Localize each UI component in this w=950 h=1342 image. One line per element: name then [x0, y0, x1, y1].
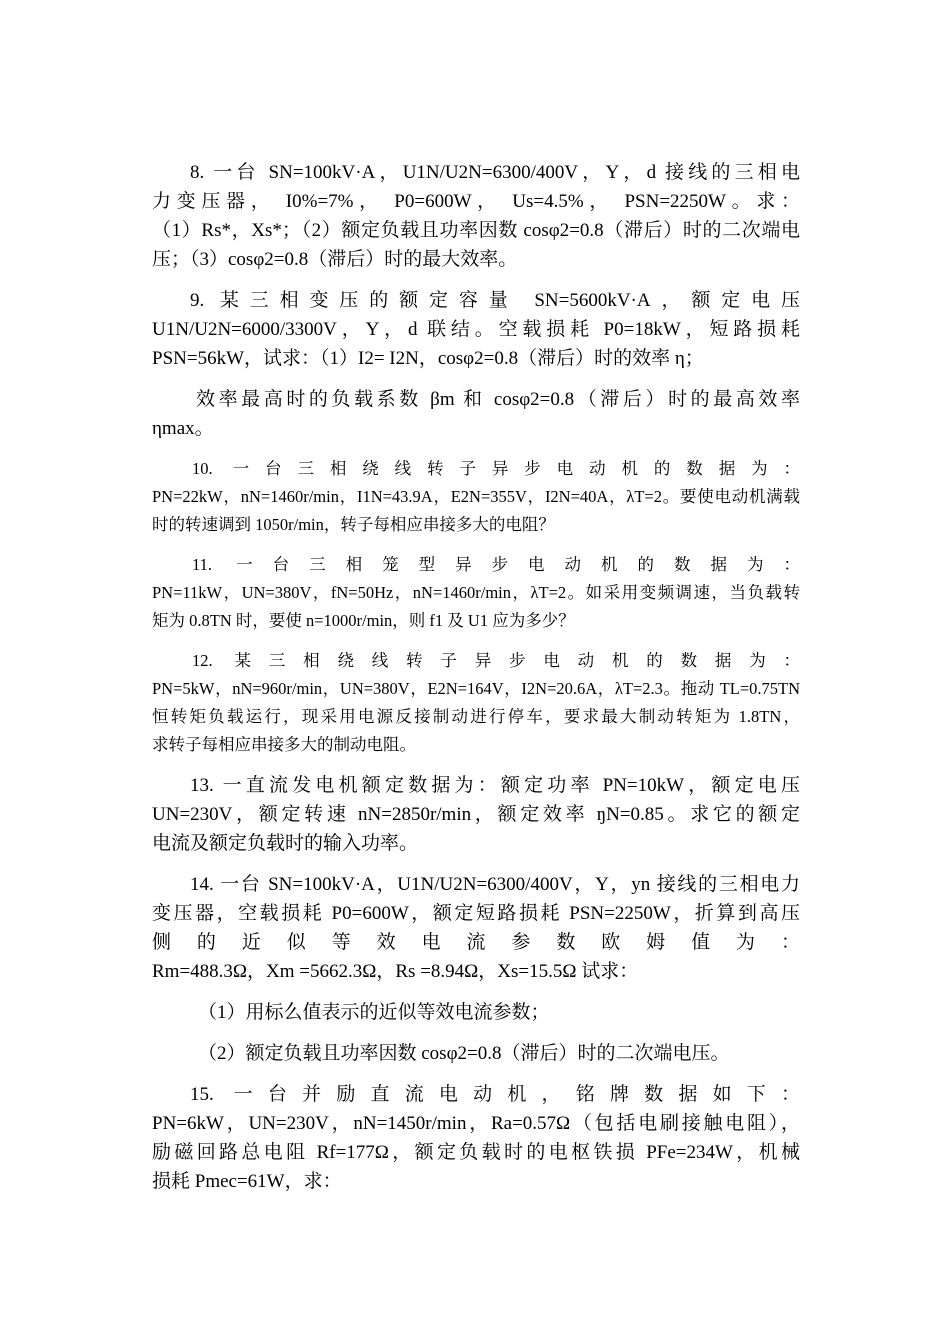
problem-line: 损耗 Pmec=61W，求：	[152, 1171, 342, 1192]
problem-11	[152, 551, 800, 635]
problem-line: 15. 一台并励直流电动机，铭牌数据如下：	[190, 1084, 800, 1105]
problem-line: （1）Rs*，Xs*；（2）额定负载且功率因数 cosφ2=0.8（滞后）时的二次端电	[152, 220, 800, 241]
problem-line: 矩为 0.8TN 时，要使 n=1000r/min，则 f1 及 U1 应为多少？	[152, 611, 575, 630]
problem-list	[152, 158, 800, 1196]
problem-line: PSN=56kW，试求：（1）I2= I2N，cosφ2=0.8（滞后）时的效率 η；	[152, 348, 704, 369]
problem-9-continued	[152, 385, 800, 443]
problem-line: PN=6kW，UN=230V，nN=1450r/min，Ra=0.57Ω（包括电刷接触电阻），	[152, 1113, 800, 1134]
problem-line: 8. 一台 SN=100kV·A，U1N/U2N=6300/400V，Y，d 接线的三相电	[190, 162, 800, 183]
problem-line: 效率最高时的负载系数 βm 和 cosφ2=0.8（滞后）时的最高效率	[196, 389, 800, 410]
problem-8	[152, 158, 800, 274]
problem-line: 13. 一直流发电机额定数据为：额定功率 PN=10kW，额定电压	[190, 775, 800, 796]
problem-15	[152, 1080, 800, 1196]
problem-line: （2）额定负载且功率因数 cosφ2=0.8（滞后）时的二次端电压。	[198, 1043, 730, 1064]
problem-line: 励磁回路总电阻 Rf=177Ω，额定负载时的电枢铁损 PFe=234W，机械	[152, 1142, 800, 1163]
problem-10	[152, 455, 800, 539]
problem-line: UN=230V，额定转速 nN=2850r/min，额定效率 ŋN=0.85。求它的额定	[152, 804, 800, 825]
problem-14-part-2	[152, 1039, 800, 1068]
problem-line: （1）用标么值表示的近似等效电流参数；	[198, 1002, 550, 1023]
problem-line: 求转子每相应串接多大的制动电阻。	[152, 735, 416, 754]
problem-line: 14. 一台 SN=100kV·A，U1N/U2N=6300/400V，Y，yn 接线的三相电力	[190, 874, 800, 895]
problem-line: PN=11kW，UN=380V，fN=50Hz，nN=1460r/min，λT=2。如采用变频调速，当负载转	[152, 583, 800, 602]
problem-line: PN=22kW，nN=1460r/min，I1N=43.9A，E2N=355V，I2N=40A，λT=2。要使电动机满载	[152, 487, 800, 506]
problem-9	[152, 286, 800, 373]
problem-14-part-1	[152, 998, 800, 1027]
problem-line: 恒转矩负载运行，现采用电源反接制动进行停车，要求最大制动转矩为 1.8TN，	[152, 707, 800, 726]
problem-line: 侧的近似等效电流参数欧姆值为：	[152, 932, 800, 953]
problem-line: 11. 一台三相笼型异步电动机的数据为：	[192, 555, 800, 574]
problem-line: 变压器，空载损耗 P0=600W，额定短路损耗 PSN=2250W，折算到高压	[152, 903, 800, 924]
problem-14	[152, 870, 800, 986]
problem-line: 12. 某三相绕线转子异步电动机的数据为：	[192, 651, 800, 670]
problem-line: 10. 一台三相绕线转子异步电动机的数据为：	[192, 459, 800, 478]
problem-line: 力变压器， I0%=7%， P0=600W， Us=4.5%， PSN=2250W。求：	[152, 191, 800, 212]
problem-line: ηmax。	[152, 418, 214, 439]
problem-line: 9. 某三相变压的额定容量 SN=5600kV·A，额定电压	[190, 290, 800, 311]
problem-13	[152, 771, 800, 858]
problem-12	[152, 647, 800, 759]
problem-line: Rm=488.3Ω，Xm =5662.3Ω，Rs =8.94Ω，Xs=15.5Ω 试求：	[152, 961, 639, 982]
problem-line: 电流及额定负载时的输入功率。	[152, 833, 419, 854]
problem-line: PN=5kW，nN=960r/min，UN=380V，E2N=164V，I2N=20.6A，λT=2.3。拖动 TL=0.75TN	[152, 679, 800, 698]
problem-line: 压；（3）cosφ2=0.8（滞后）时的最大效率。	[152, 249, 518, 270]
problem-line: 时的转速调到 1050r/min，转子每相应串接多大的电阻？	[152, 515, 555, 534]
problem-line: U1N/U2N=6000/3300V，Y，d 联结。空载损耗 P0=18kW，短路损耗	[152, 319, 800, 340]
